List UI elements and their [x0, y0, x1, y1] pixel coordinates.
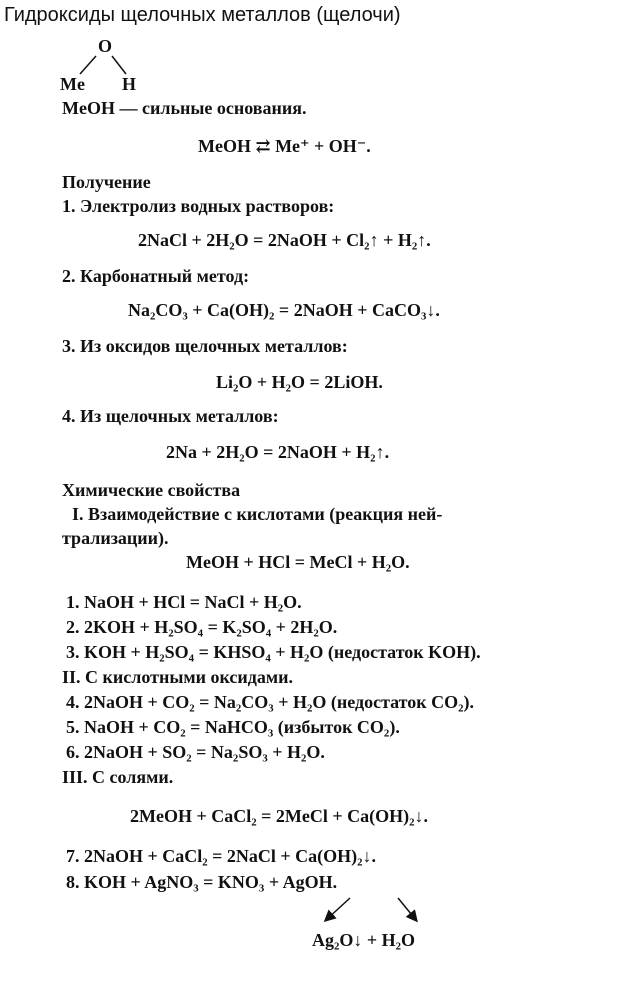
list-item-5: 5. NaOH + CO₂ = NaHCO₃ (избыток CO₂). — [66, 717, 400, 737]
decomposition-arrows — [310, 894, 420, 924]
oxygen-label: O — [98, 36, 113, 56]
list-item-2: 2. 2KOH + H₂SO₄ = K₂SO₄ + 2H₂O. — [66, 617, 338, 637]
page-title: Гидроксиды щелочных металлов (щелочи) — [4, 4, 401, 26]
list-item-6: 6. 2NaOH + SO₂ = Na₂SO₃ + H₂O. — [66, 742, 325, 762]
list-item-3: 3. KOH + H₂SO₄ = KHSO₄ + H₂O (недостаток KOH). — [66, 642, 481, 662]
list-item-8: 8. KOH + AgNO₃ = KNO₃ + AgOH. — [66, 872, 338, 892]
bond-lines — [60, 36, 140, 96]
props-I-line-2: трализации). — [62, 528, 169, 548]
props-I-line-1: I. Взаимодействие с кислотами (реакция ней- — [72, 504, 443, 524]
list-heading-II: II. С кислотными оксидами. — [62, 667, 294, 687]
list-heading-III: III. С солями. — [62, 767, 174, 787]
getting-item-2-equation: Na₂CO₃ + Ca(OH)₂ = 2NaOH + CaCO₃↓. — [128, 300, 440, 320]
getting-item-4-label: 4. Из щелочных металлов: — [62, 406, 279, 426]
getting-item-3-equation: Li₂O + H₂O = 2LiOH. — [216, 372, 383, 392]
list-item-1: 1. NaOH + HCl = NaCl + H₂O. — [66, 592, 302, 612]
decomposition-products: Ag₂O↓ + H₂O — [312, 930, 416, 950]
hydrogen-label: H — [122, 74, 137, 94]
getting-item-2-label: 2. Карбонатный метод: — [62, 266, 250, 286]
getting-item-1-label: 1. Электролиз водных растворов: — [62, 196, 335, 216]
getting-item-3-label: 3. Из оксидов щелочных металлов: — [62, 336, 348, 356]
list-item-4: 4. 2NaOH + CO₂ = Na₂CO₃ + H₂O (недостаток CO₂). — [66, 692, 475, 712]
getting-item-1-equation: 2NaCl + 2H₂O = 2NaOH + Cl₂↑ + H₂↑. — [138, 230, 431, 250]
getting-item-4-equation: 2Na + 2H₂O = 2NaOH + H₂↑. — [166, 442, 390, 462]
dissociation-equation: MeOH ⇄ Me⁺ + OH⁻. — [198, 136, 371, 156]
metal-label: Me — [60, 74, 85, 94]
section-getting-heading: Получение — [62, 172, 151, 192]
intro-line: MeOH — сильные основания. — [62, 98, 307, 118]
list-item-7: 7. 2NaOH + CaCl₂ = 2NaCl + Ca(OH)₂↓. — [66, 846, 377, 866]
section-props-heading: Химические свойства — [62, 480, 241, 500]
props-I-general-equation: MeOH + HCl = MeCl + H₂O. — [186, 552, 410, 572]
structure-formula — [60, 36, 140, 96]
salts-general-equation: 2MeOH + CaCl₂ = 2MeCl + Ca(OH)₂↓. — [130, 806, 429, 826]
